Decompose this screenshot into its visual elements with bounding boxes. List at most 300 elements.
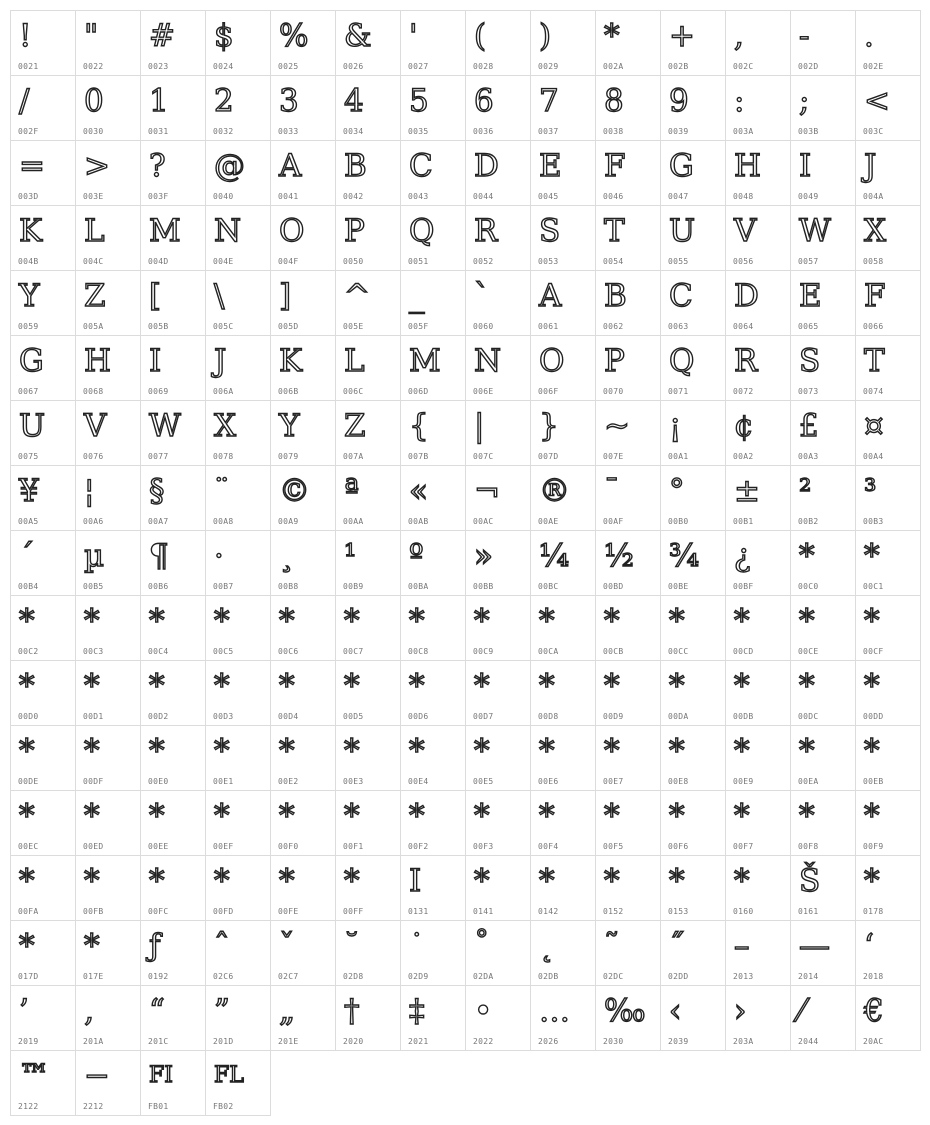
glyph-char: O — [279, 213, 305, 249]
glyph-char: ¿ — [734, 538, 751, 574]
glyph-cell — [856, 921, 921, 986]
glyph-cell — [596, 141, 661, 206]
glyph-code: 02D8 — [343, 972, 364, 981]
glyph-char: T — [604, 213, 625, 249]
glyph-code: 00AB — [408, 517, 429, 526]
glyph-char: Q — [409, 213, 435, 249]
glyph-char: * — [669, 668, 685, 704]
glyph-code: 00B4 — [18, 582, 39, 591]
glyph-char: * — [279, 603, 295, 639]
glyph-char: P — [604, 343, 625, 379]
glyph-code: 0062 — [603, 322, 624, 331]
glyph-cell — [401, 531, 466, 596]
glyph-cell — [596, 271, 661, 336]
glyph-cell — [271, 11, 336, 76]
glyph-cell — [466, 856, 531, 921]
glyph-code: 007A — [343, 452, 364, 461]
glyph-cell — [141, 206, 206, 271]
glyph-code: 005A — [83, 322, 104, 331]
glyph-code: 0055 — [668, 257, 689, 266]
glyph-cell — [401, 271, 466, 336]
glyph-char: * — [279, 668, 295, 704]
glyph-code: 0030 — [83, 127, 104, 136]
glyph-char: ¸ — [279, 538, 295, 574]
glyph-code: 00E5 — [473, 777, 494, 786]
glyph-code: 2014 — [798, 972, 819, 981]
glyph-char: © — [279, 473, 310, 509]
glyph-code: 00A8 — [213, 517, 234, 526]
glyph-char: ' — [409, 18, 418, 54]
glyph-cell — [856, 466, 921, 531]
glyph-cell — [596, 596, 661, 661]
glyph-cell — [596, 856, 661, 921]
glyph-code: 00A3 — [798, 452, 819, 461]
glyph-code: 0026 — [343, 62, 364, 71]
glyph-code: 0053 — [538, 257, 559, 266]
glyph-cell — [141, 76, 206, 141]
glyph-cell — [856, 336, 921, 401]
glyph-char: D — [734, 278, 759, 314]
glyph-code: 003D — [18, 192, 39, 201]
glyph-code: 0142 — [538, 907, 559, 916]
glyph-cell — [11, 206, 76, 271]
glyph-char: ½ — [604, 538, 635, 574]
glyph-code: 00B0 — [668, 517, 689, 526]
glyph-char: * — [864, 538, 880, 574]
glyph-cell — [401, 856, 466, 921]
glyph-char: * — [539, 863, 555, 899]
glyph-char: - — [799, 18, 810, 54]
glyph-char: / — [19, 83, 30, 119]
glyph-cell — [596, 466, 661, 531]
glyph-code: 00C3 — [83, 647, 104, 656]
glyph-char: * — [669, 603, 685, 639]
glyph-code: 006D — [408, 387, 429, 396]
glyph-char: ] — [279, 278, 292, 314]
glyph-cell — [856, 271, 921, 336]
glyph-cell — [271, 921, 336, 986]
glyph-cell — [206, 921, 271, 986]
glyph-code: 0067 — [18, 387, 39, 396]
glyph-cell — [531, 661, 596, 726]
glyph-cell — [11, 856, 76, 921]
glyph-cell — [856, 726, 921, 791]
glyph-code: 0075 — [18, 452, 39, 461]
glyph-char: 0 — [84, 83, 104, 119]
glyph-char: ´ — [19, 538, 35, 574]
glyph-code: FB01 — [148, 1102, 169, 1111]
glyph-char: * — [474, 668, 490, 704]
glyph-cell — [596, 336, 661, 401]
glyph-cell — [596, 921, 661, 986]
glyph-code: 0065 — [798, 322, 819, 331]
glyph-cell — [791, 726, 856, 791]
glyph-code: 002E — [863, 62, 884, 71]
glyph-cell — [791, 11, 856, 76]
glyph-cell — [531, 11, 596, 76]
glyph-char: ¢ — [734, 408, 754, 444]
glyph-char: ? — [149, 148, 166, 184]
glyph-cell — [531, 921, 596, 986]
glyph-char: * — [669, 798, 685, 834]
glyph-cell — [271, 336, 336, 401]
glyph-cell — [401, 336, 466, 401]
glyph-code: 00F3 — [473, 842, 494, 851]
glyph-code: 0178 — [863, 907, 884, 916]
glyph-cell — [726, 921, 791, 986]
glyph-code: 00A1 — [668, 452, 689, 461]
glyph-char: ™ — [19, 1058, 50, 1094]
glyph-char: N — [214, 213, 242, 249]
glyph-cell — [11, 466, 76, 531]
glyph-code: 00F6 — [668, 842, 689, 851]
glyph-code: 007C — [473, 452, 494, 461]
glyph-char: * — [669, 863, 685, 899]
glyph-cell — [141, 271, 206, 336]
glyph-code: 00C1 — [863, 582, 884, 591]
glyph-code: 0028 — [473, 62, 494, 71]
glyph-char: I — [409, 863, 422, 899]
glyph-char: FI — [149, 1063, 173, 1088]
glyph-code: 00C0 — [798, 582, 819, 591]
glyph-cell — [141, 336, 206, 401]
glyph-cell — [791, 76, 856, 141]
glyph-cell — [271, 661, 336, 726]
glyph-char: : — [734, 83, 745, 119]
glyph-char: ‚ — [84, 993, 94, 1029]
glyph-cell — [141, 11, 206, 76]
glyph-code: 00EC — [18, 842, 39, 851]
glyph-code: 00BD — [603, 582, 624, 591]
glyph-code: 0047 — [668, 192, 689, 201]
glyph-code: 00B3 — [863, 517, 884, 526]
glyph-char: 6 — [474, 83, 494, 119]
glyph-cell — [531, 206, 596, 271]
glyph-code: 02DD — [668, 972, 689, 981]
glyph-cell — [401, 661, 466, 726]
glyph-char: R — [474, 213, 498, 249]
glyph-code: 00BC — [538, 582, 559, 591]
glyph-cell — [531, 986, 596, 1051]
glyph-code: 003F — [148, 192, 169, 201]
glyph-cell — [531, 271, 596, 336]
glyph-char: ˆ — [214, 928, 230, 964]
glyph-char: * — [539, 668, 555, 704]
glyph-code: 0077 — [148, 452, 169, 461]
glyph-cell — [466, 921, 531, 986]
glyph-char: ‹ — [669, 993, 682, 1029]
glyph-cell — [856, 141, 921, 206]
glyph-char: W — [149, 408, 181, 444]
glyph-code: FB02 — [213, 1102, 234, 1111]
glyph-char: ‰ — [604, 993, 646, 1029]
glyph-code: 00B2 — [798, 517, 819, 526]
glyph-code: 0042 — [343, 192, 364, 201]
glyph-code: 002D — [798, 62, 819, 71]
glyph-cell — [661, 466, 726, 531]
glyph-char: * — [149, 733, 165, 769]
glyph-code: 0049 — [798, 192, 819, 201]
glyph-cell — [726, 726, 791, 791]
glyph-cell — [76, 11, 141, 76]
glyph-cell — [401, 11, 466, 76]
glyph-char: º — [409, 538, 424, 574]
glyph-code: 0057 — [798, 257, 819, 266]
glyph-code: 00B1 — [733, 517, 754, 526]
glyph-char: ¯ — [604, 473, 620, 509]
glyph-char: * — [409, 603, 425, 639]
glyph-code: 006C — [343, 387, 364, 396]
glyph-code: 0058 — [863, 257, 884, 266]
glyph-code: 0045 — [538, 192, 559, 201]
glyph-code: 00EB — [863, 777, 884, 786]
glyph-char: * — [409, 798, 425, 834]
glyph-code: 0046 — [603, 192, 624, 201]
glyph-code: 0071 — [668, 387, 689, 396]
glyph-char: ˛ — [539, 928, 555, 964]
glyph-char: * — [539, 798, 555, 834]
glyph-char: W — [799, 213, 831, 249]
glyph-char: µ — [84, 538, 105, 574]
glyph-char: @ — [214, 148, 245, 184]
glyph-char: * — [214, 733, 230, 769]
glyph-cell — [401, 141, 466, 206]
glyph-cell — [206, 141, 271, 206]
glyph-char: * — [474, 733, 490, 769]
glyph-cell — [531, 336, 596, 401]
glyph-code: 0036 — [473, 127, 494, 136]
glyph-char: + — [669, 18, 695, 54]
glyph-char: , — [734, 18, 744, 54]
glyph-cell — [336, 141, 401, 206]
glyph-cell — [141, 1051, 206, 1116]
glyph-char: * — [344, 668, 360, 704]
glyph-cell — [336, 921, 401, 986]
glyph-char: G — [19, 343, 44, 379]
glyph-cell — [76, 271, 141, 336]
glyph-cell — [661, 986, 726, 1051]
glyph-code: 00DA — [668, 712, 689, 721]
glyph-char: » — [474, 538, 493, 574]
glyph-char: * — [864, 603, 880, 639]
glyph-char: ¾ — [669, 538, 700, 574]
glyph-cell — [856, 206, 921, 271]
glyph-char: * — [474, 798, 490, 834]
glyph-cell — [466, 336, 531, 401]
glyph-char: ˙ — [409, 928, 425, 964]
glyph-cell — [726, 856, 791, 921]
glyph-code: 0048 — [733, 192, 754, 201]
glyph-cell — [791, 206, 856, 271]
glyph-cell — [661, 791, 726, 856]
glyph-char: J — [864, 148, 877, 184]
glyph-char: < — [864, 83, 890, 119]
glyph-cell — [206, 206, 271, 271]
glyph-cell — [401, 206, 466, 271]
glyph-code: 00B6 — [148, 582, 169, 591]
glyph-char: S — [799, 343, 821, 379]
glyph-char: * — [604, 733, 620, 769]
glyph-char: J — [214, 343, 227, 379]
glyph-code: 2039 — [668, 1037, 689, 1046]
glyph-char: P — [344, 213, 365, 249]
glyph-code: 00FA — [18, 907, 39, 916]
glyph-code: 0043 — [408, 192, 429, 201]
glyph-char: ( — [474, 18, 487, 54]
glyph-char: 3 — [279, 83, 299, 119]
glyph-char: U — [19, 408, 46, 444]
glyph-char: ˇ — [279, 928, 295, 964]
glyph-code: 00B8 — [278, 582, 299, 591]
glyph-cell — [141, 661, 206, 726]
glyph-char: * — [799, 603, 815, 639]
glyph-cell — [531, 401, 596, 466]
glyph-code: 00F7 — [733, 842, 754, 851]
glyph-char: ! — [19, 18, 32, 54]
glyph-code: 0032 — [213, 127, 234, 136]
glyph-code: 2212 — [83, 1102, 104, 1111]
glyph-cell — [401, 76, 466, 141]
glyph-char: H — [84, 343, 112, 379]
glyph-cell — [726, 531, 791, 596]
glyph-char: Q — [669, 343, 695, 379]
glyph-code: 2020 — [343, 1037, 364, 1046]
glyph-code: 00A7 — [148, 517, 169, 526]
glyph-char: £ — [799, 408, 819, 444]
glyph-code: 006E — [473, 387, 494, 396]
glyph-code: 00E2 — [278, 777, 299, 786]
glyph-cell — [466, 596, 531, 661]
glyph-code: 00BA — [408, 582, 429, 591]
glyph-cell — [271, 856, 336, 921]
glyph-code: 00E6 — [538, 777, 559, 786]
glyph-char: D — [474, 148, 499, 184]
glyph-char: V — [734, 213, 757, 249]
glyph-char: * — [864, 733, 880, 769]
glyph-cell — [271, 596, 336, 661]
glyph-char: * — [604, 18, 620, 54]
glyph-code: 00E0 — [148, 777, 169, 786]
glyph-cell — [531, 466, 596, 531]
glyph-char: * — [19, 668, 35, 704]
glyph-char: * — [214, 863, 230, 899]
glyph-cell — [336, 726, 401, 791]
glyph-code: 00A4 — [863, 452, 884, 461]
glyph-code: 002C — [733, 62, 754, 71]
glyph-code: 00DD — [863, 712, 884, 721]
glyph-cell — [466, 466, 531, 531]
glyph-char: X — [214, 408, 237, 444]
glyph-code: 0050 — [343, 257, 364, 266]
glyph-char: I — [149, 343, 162, 379]
glyph-char: 8 — [604, 83, 624, 119]
glyph-char: * — [799, 798, 815, 834]
glyph-code: 005B — [148, 322, 169, 331]
glyph-code: 0068 — [83, 387, 104, 396]
glyph-char: * — [149, 603, 165, 639]
glyph-char: [ — [149, 278, 162, 314]
glyph-code: 00DE — [18, 777, 39, 786]
glyph-code: 0022 — [83, 62, 104, 71]
glyph-char: ƒ — [149, 928, 161, 964]
glyph-cell — [401, 401, 466, 466]
glyph-cell — [726, 336, 791, 401]
glyph-cell — [791, 271, 856, 336]
glyph-code: 00C4 — [148, 647, 169, 656]
glyph-code: 00C9 — [473, 647, 494, 656]
glyph-char: * — [214, 603, 230, 639]
glyph-char: * — [864, 798, 880, 834]
glyph-code: 0027 — [408, 62, 429, 71]
glyph-code: 2021 — [408, 1037, 429, 1046]
glyph-char: ° — [669, 473, 685, 509]
glyph-cell — [271, 531, 336, 596]
glyph-cell — [791, 986, 856, 1051]
glyph-char: · — [214, 538, 224, 574]
glyph-code: 004F — [278, 257, 299, 266]
glyph-cell — [856, 986, 921, 1051]
glyph-char: _ — [409, 278, 425, 314]
glyph-cell — [336, 11, 401, 76]
glyph-code: 00EA — [798, 777, 819, 786]
glyph-code: 0064 — [733, 322, 754, 331]
glyph-code: 00D0 — [18, 712, 39, 721]
glyph-char: $ — [214, 18, 234, 54]
glyph-char: • — [474, 993, 493, 1029]
glyph-cell — [336, 336, 401, 401]
glyph-char: T — [864, 343, 885, 379]
glyph-cell — [141, 921, 206, 986]
glyph-code: 00FD — [213, 907, 234, 916]
glyph-char: Y — [19, 278, 40, 314]
glyph-code: 00F5 — [603, 842, 624, 851]
glyph-char: * — [409, 668, 425, 704]
glyph-char: › — [734, 993, 747, 1029]
glyph-char: M — [149, 213, 181, 249]
glyph-cell — [661, 856, 726, 921]
glyph-char: % — [279, 18, 309, 54]
glyph-cell — [596, 76, 661, 141]
glyph-char: { — [409, 408, 429, 444]
glyph-cell — [141, 141, 206, 206]
glyph-cell — [336, 986, 401, 1051]
glyph-cell — [206, 726, 271, 791]
glyph-cell — [596, 11, 661, 76]
glyph-cell — [856, 661, 921, 726]
glyph-cell — [206, 531, 271, 596]
glyph-code: 00B7 — [213, 582, 234, 591]
glyph-char: * — [734, 603, 750, 639]
glyph-cell — [726, 141, 791, 206]
glyph-char: * — [604, 603, 620, 639]
glyph-char: * — [149, 668, 165, 704]
glyph-code: 2013 — [733, 972, 754, 981]
glyph-cell — [401, 726, 466, 791]
glyph-cell — [726, 661, 791, 726]
glyph-char: * — [799, 538, 815, 574]
glyph-char: X — [864, 213, 887, 249]
glyph-cell — [466, 76, 531, 141]
glyph-char: * — [19, 733, 35, 769]
glyph-cell — [856, 531, 921, 596]
glyph-code: 00A5 — [18, 517, 39, 526]
glyph-cell — [336, 271, 401, 336]
glyph-cell — [206, 76, 271, 141]
glyph-cell — [726, 401, 791, 466]
glyph-code: 002B — [668, 62, 689, 71]
glyph-cell — [11, 141, 76, 206]
glyph-code: 00B5 — [83, 582, 104, 591]
